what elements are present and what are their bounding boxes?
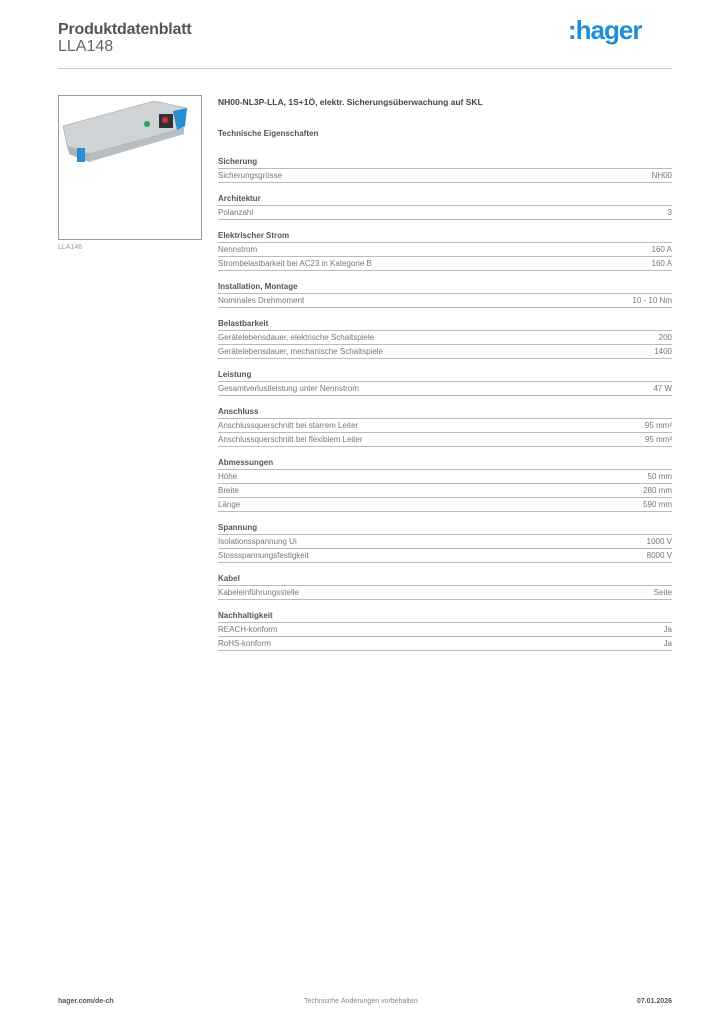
spec-label: Gerätelebensdauer, elektrische Schaltspiele — [218, 333, 375, 342]
spec-section — [218, 230, 672, 271]
section-title: Anschluss — [218, 406, 672, 419]
spec-section — [218, 610, 672, 651]
spec-value: 10 - 10 Nm — [632, 296, 672, 305]
spec-row — [218, 549, 672, 563]
spec-value: Ja — [663, 625, 672, 634]
spec-section — [218, 406, 672, 447]
section-title: Leistung — [218, 369, 672, 382]
section-title: Abmessungen — [218, 457, 672, 470]
spec-value: 200 — [658, 333, 672, 342]
product-description: NH00-NL3P-LLA, 1S+1Ö, elektr. Sicherungsüberwachung auf SKL — [218, 97, 483, 107]
spec-row — [218, 294, 672, 308]
spec-value: Ja — [663, 639, 672, 648]
spec-label: Breite — [218, 486, 239, 495]
footer-url[interactable]: hager.com/de-ch — [58, 998, 114, 1005]
hager-logo: :hager — [568, 15, 642, 45]
header-divider — [58, 68, 672, 69]
spec-value: 160 A — [651, 245, 672, 254]
section-title: Spannung — [218, 522, 672, 535]
section-title: Elektrischer Strom — [218, 230, 672, 243]
spec-row — [218, 331, 672, 345]
footer-note: Technische Änderungen vorbehalten — [304, 998, 418, 1005]
image-caption: LLA146 — [58, 244, 83, 251]
spec-value: 1000 V — [646, 537, 672, 546]
spec-row — [218, 433, 672, 447]
product-code: LLA148 — [58, 38, 114, 55]
spec-label: Sicherungsgrösse — [218, 171, 283, 180]
spec-label: Isolationsspannung Ui — [218, 537, 297, 546]
spec-row — [218, 382, 672, 396]
spec-section — [218, 457, 672, 512]
spec-label: Strombelastbarkeit bei AC23 in Kategorie B — [218, 259, 372, 268]
spec-value: 1400 — [654, 347, 672, 356]
spec-label: Nennstrom — [218, 245, 258, 254]
product-image — [58, 95, 202, 240]
spec-label: Stossspannungsfestigkeit — [218, 551, 309, 560]
spec-row — [218, 484, 672, 498]
spec-row — [218, 257, 672, 271]
spec-row — [218, 623, 672, 637]
section-title: Architektur — [218, 193, 672, 206]
footer-date: 07.01.2026 — [636, 998, 672, 1005]
spec-value: 590 mm — [643, 500, 672, 509]
spec-value: NH00 — [651, 171, 672, 180]
spec-row — [218, 498, 672, 512]
page-title: Produktdatenblatt — [58, 21, 192, 38]
section-title: Sicherung — [218, 156, 672, 169]
spec-value: 50 mm — [647, 472, 672, 481]
spec-row — [218, 345, 672, 359]
spec-label: Länge — [218, 500, 241, 509]
spec-section — [218, 156, 672, 183]
spec-row — [218, 470, 672, 484]
spec-label: Anschlussquerschnitt bei flexiblem Leiter — [218, 435, 363, 444]
product-image-graphic — [59, 96, 201, 239]
section-title: Nachhaltigkeit — [218, 610, 672, 623]
spec-row — [218, 586, 672, 600]
spec-row — [218, 535, 672, 549]
spec-label: Polanzahl — [218, 208, 254, 217]
spec-value: 95 mm² — [644, 435, 672, 444]
spec-section — [218, 573, 672, 600]
section-title: Kabel — [218, 573, 672, 586]
spec-row — [218, 419, 672, 433]
spec-label: RoHS-konform — [218, 639, 271, 648]
spec-label: Nominales Drehmoment — [218, 296, 305, 305]
section-title: Belastbarkeit — [218, 318, 672, 331]
spec-label: Höhe — [218, 472, 238, 481]
spec-label: Kabeleinführungsstelle — [218, 588, 299, 597]
spec-section — [218, 369, 672, 396]
spec-section — [218, 522, 672, 563]
spec-row — [218, 206, 672, 220]
spec-value: 280 mm — [643, 486, 672, 495]
spec-section — [218, 281, 672, 308]
spec-section — [218, 318, 672, 359]
spec-content — [218, 97, 672, 661]
spec-label: Gesamtverlustleistung unter Nennstrom — [218, 384, 359, 393]
spec-value: 160 A — [651, 259, 672, 268]
spec-row — [218, 637, 672, 651]
section-title: Installation, Montage — [218, 281, 672, 294]
spec-value: 47 W — [653, 384, 672, 393]
spec-label: REACH-konform — [218, 625, 278, 634]
spec-sections — [218, 156, 672, 651]
spec-value: 3 — [667, 208, 672, 217]
spec-label: Gerätelebensdauer, mechanische Schaltspiele — [218, 347, 383, 356]
spec-label: Anschlussquerschnitt bei starrem Leiter — [218, 421, 359, 430]
spec-row — [218, 243, 672, 257]
tech-heading: Technische Eigenschaften — [218, 129, 319, 138]
spec-value: Seite — [653, 588, 672, 597]
spec-row — [218, 169, 672, 183]
spec-section — [218, 193, 672, 220]
spec-value: 95 mm² — [644, 421, 672, 430]
spec-value: 8000 V — [646, 551, 672, 560]
